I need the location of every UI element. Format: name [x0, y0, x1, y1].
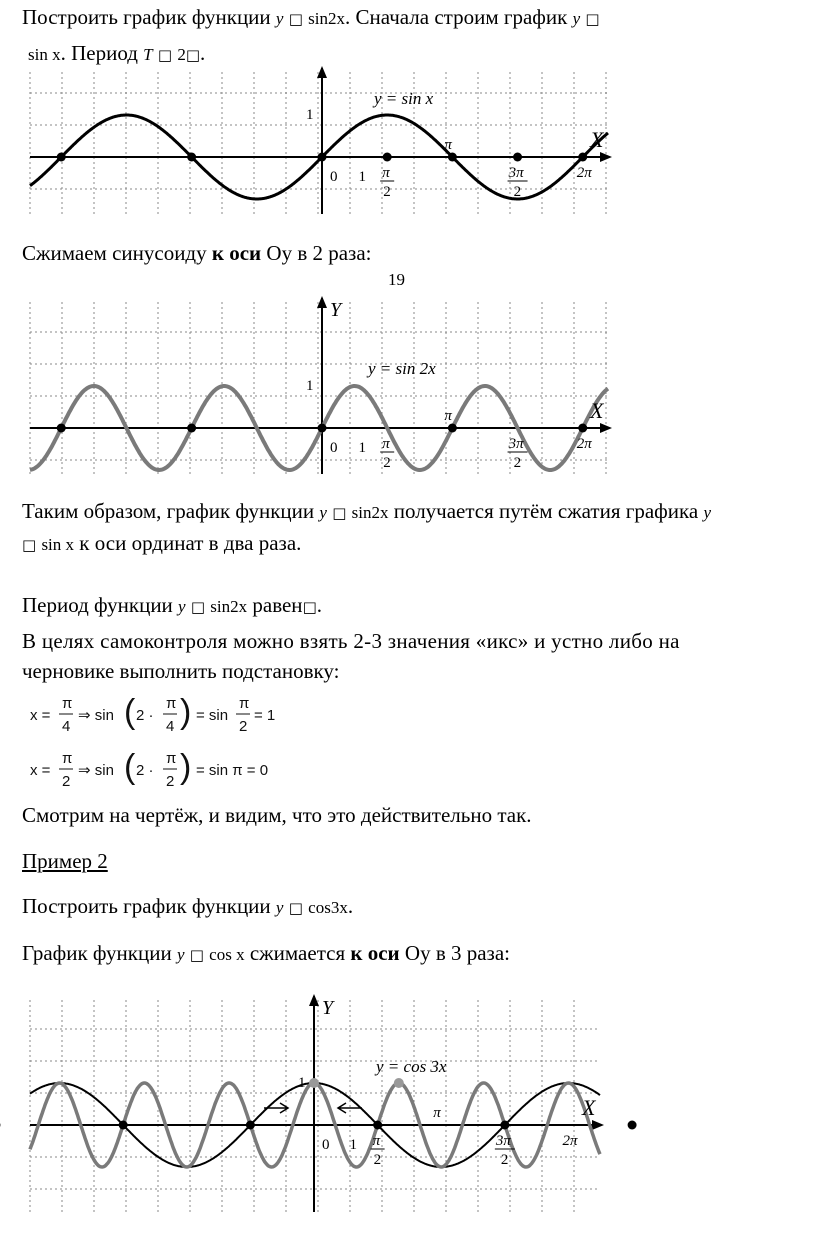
tick-one-x: 1 — [358, 440, 366, 456]
svg-text:x =: x = — [30, 707, 51, 724]
svg-text:2: 2 — [62, 773, 71, 790]
para-example2-task: Построить график функции y □ cos3x. — [22, 894, 354, 918]
math-two: 2 — [177, 45, 186, 64]
tick-pi-half-den: 2 — [373, 1152, 382, 1168]
svg-text:= sin π = 0: = sin π = 0 — [196, 762, 269, 779]
svg-text:π: π — [62, 695, 73, 712]
chart-legend: y = sin 2x — [368, 359, 436, 378]
tick-pi-half-num: π — [372, 1133, 381, 1149]
svg-text:2 ·: 2 · — [136, 707, 154, 724]
cos-3x-chart — [0, 990, 816, 1220]
marked-point — [628, 1121, 637, 1130]
tick-3pi-half-den: 2 — [500, 1152, 509, 1168]
para-compress: Сжимаем синусоиду к оси Оу в 2 раза: — [22, 241, 372, 265]
para-period: Период функции y □ sin2x равен□. — [22, 593, 322, 617]
tick-pi: π — [444, 137, 452, 153]
intro-line-1 — [22, 4, 600, 32]
math-sin2x: sin2x — [308, 9, 345, 28]
svg-text:= sin: = sin — [196, 707, 229, 724]
marked-point — [57, 153, 66, 162]
marked-point — [373, 1121, 382, 1130]
chart-legend: y = cos 3x — [376, 1057, 447, 1076]
x-axis-label: X — [590, 127, 604, 152]
period-text: . Период — [60, 41, 144, 65]
svg-text:2: 2 — [239, 718, 248, 735]
svg-text:): ) — [180, 748, 192, 786]
para-cos-compress: График функции y □ cos x сжимается к оси Оу в 3 раза: — [22, 941, 511, 965]
cos3x-max-point — [309, 1078, 319, 1088]
svg-text:): ) — [180, 693, 192, 731]
tick-pi-half-den: 2 — [383, 184, 391, 200]
cos3x-max-point — [394, 1078, 404, 1088]
para-check: Смотрим на чертёж, и видим, что это действительно так. — [22, 803, 532, 827]
marked-point — [318, 153, 327, 162]
marked-point — [448, 153, 457, 162]
marked-point — [187, 424, 196, 433]
tick-one-y: 1 — [306, 378, 314, 394]
tick-one-y: 1 — [298, 1075, 306, 1091]
svg-text:4: 4 — [62, 718, 71, 735]
missing-glyph: □ — [288, 10, 303, 28]
marked-point — [187, 153, 196, 162]
tick-pi-half-num: π — [382, 436, 390, 452]
svg-text:π: π — [166, 695, 177, 712]
x-axis-arrow — [600, 423, 612, 433]
x-axis-label: X — [590, 398, 604, 423]
y-axis-label: Y — [330, 299, 342, 321]
marked-point — [383, 153, 392, 162]
svg-text:⇒ sin: ⇒ sin — [78, 762, 114, 779]
svg-text:= 1: = 1 — [254, 707, 276, 724]
marked-point — [500, 1121, 509, 1130]
origin-label: 0 — [330, 440, 338, 456]
marked-point — [57, 424, 66, 433]
tick-3pi-half-num: 3π — [508, 436, 524, 452]
intro-text: Построить график функции — [22, 5, 276, 29]
example-2-heading: Пример 2 — [22, 849, 108, 873]
svg-text:2 ·: 2 · — [136, 762, 154, 779]
origin-label: 0 — [322, 1137, 330, 1153]
sin-x-chart — [0, 62, 816, 222]
svg-text:4: 4 — [166, 718, 175, 735]
intro-text-2: . Сначала строим график — [345, 5, 573, 29]
tick-pi-half-num: π — [382, 165, 390, 181]
tick-one-y: 1 — [306, 107, 314, 123]
tick-2pi: 2π — [576, 436, 592, 452]
marked-point — [578, 153, 587, 162]
tick-pi: π — [444, 408, 452, 424]
formula-1 — [26, 690, 326, 740]
para-selfcheck-1: В целях самоконтроля можно взять 2-3 значения «икс» и устно либо на — [22, 629, 680, 653]
para-selfcheck-2: черновике выполнить подстановку: — [22, 659, 340, 683]
math-y: y — [275, 9, 284, 28]
math-sinx: sin x — [28, 45, 61, 64]
compress-arrow-right-icon — [264, 1103, 288, 1113]
x-axis-label: X — [582, 1095, 596, 1120]
svg-text:2: 2 — [166, 773, 175, 790]
svg-text:π: π — [62, 750, 73, 767]
x-axis-arrow — [592, 1120, 604, 1130]
marked-point — [513, 153, 522, 162]
tick-3pi-half-num: 3π — [508, 165, 524, 181]
intro-line-2: sin x. Период T □ 2□. — [28, 41, 206, 65]
tick-one-x: 1 — [358, 169, 366, 185]
svg-text:π: π — [166, 750, 177, 767]
sin-2x-chart — [0, 292, 816, 482]
svg-text:⇒ sin: ⇒ sin — [78, 707, 114, 724]
para-result: Таким образом, график функции y □ sin2x получается путём сжатия графика y — [22, 499, 712, 523]
marked-point — [448, 424, 457, 433]
tick-2pi: 2π — [562, 1133, 578, 1149]
chart-legend: y = sin x — [374, 89, 434, 108]
math-T: T — [143, 45, 153, 64]
y-axis-label: Y — [322, 997, 334, 1019]
marked-point — [246, 1121, 255, 1130]
tick-3pi-half-den: 2 — [513, 184, 522, 200]
tick-one-x: 1 — [349, 1137, 357, 1153]
origin-label: 0 — [330, 169, 338, 185]
missing-glyph: □ — [185, 46, 200, 64]
missing-glyph: □ — [585, 10, 600, 28]
svg-text:(: ( — [124, 693, 136, 731]
tick-2pi: 2π — [576, 165, 592, 181]
tick-3pi-half-num: 3π — [495, 1133, 511, 1149]
formula-2 — [26, 745, 346, 795]
marked-point — [119, 1121, 128, 1130]
marked-point — [578, 424, 587, 433]
missing-glyph: □ — [157, 46, 173, 64]
tick-pi-half-den: 2 — [383, 455, 391, 471]
tick-3pi-half-den: 2 — [513, 455, 522, 471]
marked-point — [318, 424, 327, 433]
tick-pi: π — [433, 1105, 441, 1121]
svg-text:(: ( — [124, 748, 136, 786]
svg-text:x =: x = — [30, 762, 51, 779]
para-result-2: □ sin x к оси ординат в два раза. — [22, 531, 302, 555]
page-number: 19 — [388, 270, 405, 289]
svg-text:π: π — [239, 695, 250, 712]
math-y: y — [572, 9, 581, 28]
